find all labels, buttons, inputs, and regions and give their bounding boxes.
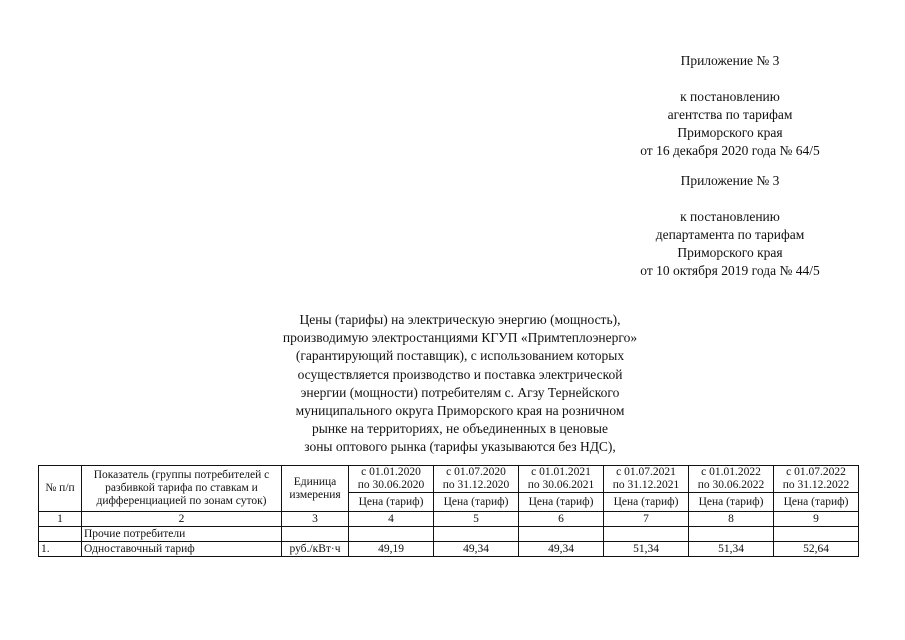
appendix-current-line: Приморского края	[677, 125, 783, 140]
row-value: 49,19	[349, 542, 434, 557]
header-indicator: Показатель (группы потребителей с разбивкой тарифа по ставкам и дифференциацией по зонам суток)	[82, 466, 282, 512]
column-number: 9	[774, 512, 859, 527]
document-title-line: энергии (мощности) потребителям с. Агзу Тернейского	[300, 384, 620, 400]
appendix-previous-title: Приложение № 3	[680, 173, 780, 188]
appendix-current-block	[600, 52, 860, 160]
row-value: 49,34	[434, 542, 519, 557]
row-value: 51,34	[689, 542, 774, 557]
table-header-row	[39, 466, 859, 493]
row-value: 52,64	[774, 542, 859, 557]
appendix-previous-line: департамента по тарифам	[655, 227, 805, 242]
document-title-line: производимую электростанциями КГУП «Примтеплоэнерго»	[282, 330, 638, 346]
tariff-table	[38, 465, 859, 557]
table-row	[39, 542, 859, 557]
header-price-label: Цена (тариф)	[604, 493, 689, 512]
header-period: с 01.01.2022 по 30.06.2022	[689, 466, 774, 493]
column-number: 7	[604, 512, 689, 527]
header-price-label: Цена (тариф)	[349, 493, 434, 512]
table-section-row	[39, 527, 859, 542]
header-period: с 01.07.2022 по 31.12.2022	[774, 466, 859, 493]
appendix-previous-block	[600, 172, 860, 280]
row-unit: руб./кВт·ч	[282, 542, 349, 557]
row-value: 51,34	[604, 542, 689, 557]
column-number: 8	[689, 512, 774, 527]
document-title-line: Цены (тарифы) на электрическую энергию (мощность),	[299, 312, 621, 327]
header-price-label: Цена (тариф)	[774, 493, 859, 512]
column-number: 1	[39, 512, 82, 527]
header-number: № п/п	[39, 466, 82, 512]
table-column-numbers-row	[39, 512, 859, 527]
appendix-current-line: от 16 декабря 2020 года № 64/5	[640, 143, 820, 158]
header-period: с 01.01.2020 по 30.06.2020	[349, 466, 434, 493]
document-title-line: муниципального округа Приморского края на розничном	[295, 403, 625, 419]
column-number: 3	[282, 512, 349, 527]
appendix-previous-line: к постановлению	[680, 209, 780, 224]
document-title-line: рынке на территориях, не объединенных в ценовые	[312, 421, 608, 437]
column-number: 6	[519, 512, 604, 527]
header-price-label: Цена (тариф)	[434, 493, 519, 512]
column-number: 4	[349, 512, 434, 527]
column-number: 2	[82, 512, 282, 527]
row-name: Одноставочный тариф	[82, 542, 282, 557]
header-unit: Единица измерения	[282, 466, 349, 512]
header-period: с 01.01.2021 по 30.06.2021	[519, 466, 604, 493]
header-price-label: Цена (тариф)	[519, 493, 604, 512]
appendix-current-line: агентства по тарифам	[667, 107, 793, 122]
document-title-line: зоны оптового рынка (тарифы указываются без НДС),	[304, 439, 616, 455]
header-period: с 01.07.2020 по 31.12.2020	[434, 466, 519, 493]
document-title	[210, 311, 710, 457]
appendix-previous-line: Приморского края	[677, 245, 783, 260]
document-title-line: (гарантирующий поставщик), с использованием которых	[295, 348, 625, 364]
header-price-label: Цена (тариф)	[689, 493, 774, 512]
column-number: 5	[434, 512, 519, 527]
section-label: Прочие потребители	[82, 527, 282, 542]
header-period: с 01.07.2021 по 31.12.2021	[604, 466, 689, 493]
row-number: 1.	[39, 542, 82, 557]
appendix-current-title: Приложение № 3	[680, 53, 780, 68]
appendix-previous-line: от 10 октября 2019 года № 44/5	[640, 263, 820, 278]
row-value: 49,34	[519, 542, 604, 557]
appendix-current-line: к постановлению	[680, 89, 780, 104]
document-title-line: осуществляется производство и поставка электрической	[297, 366, 623, 382]
